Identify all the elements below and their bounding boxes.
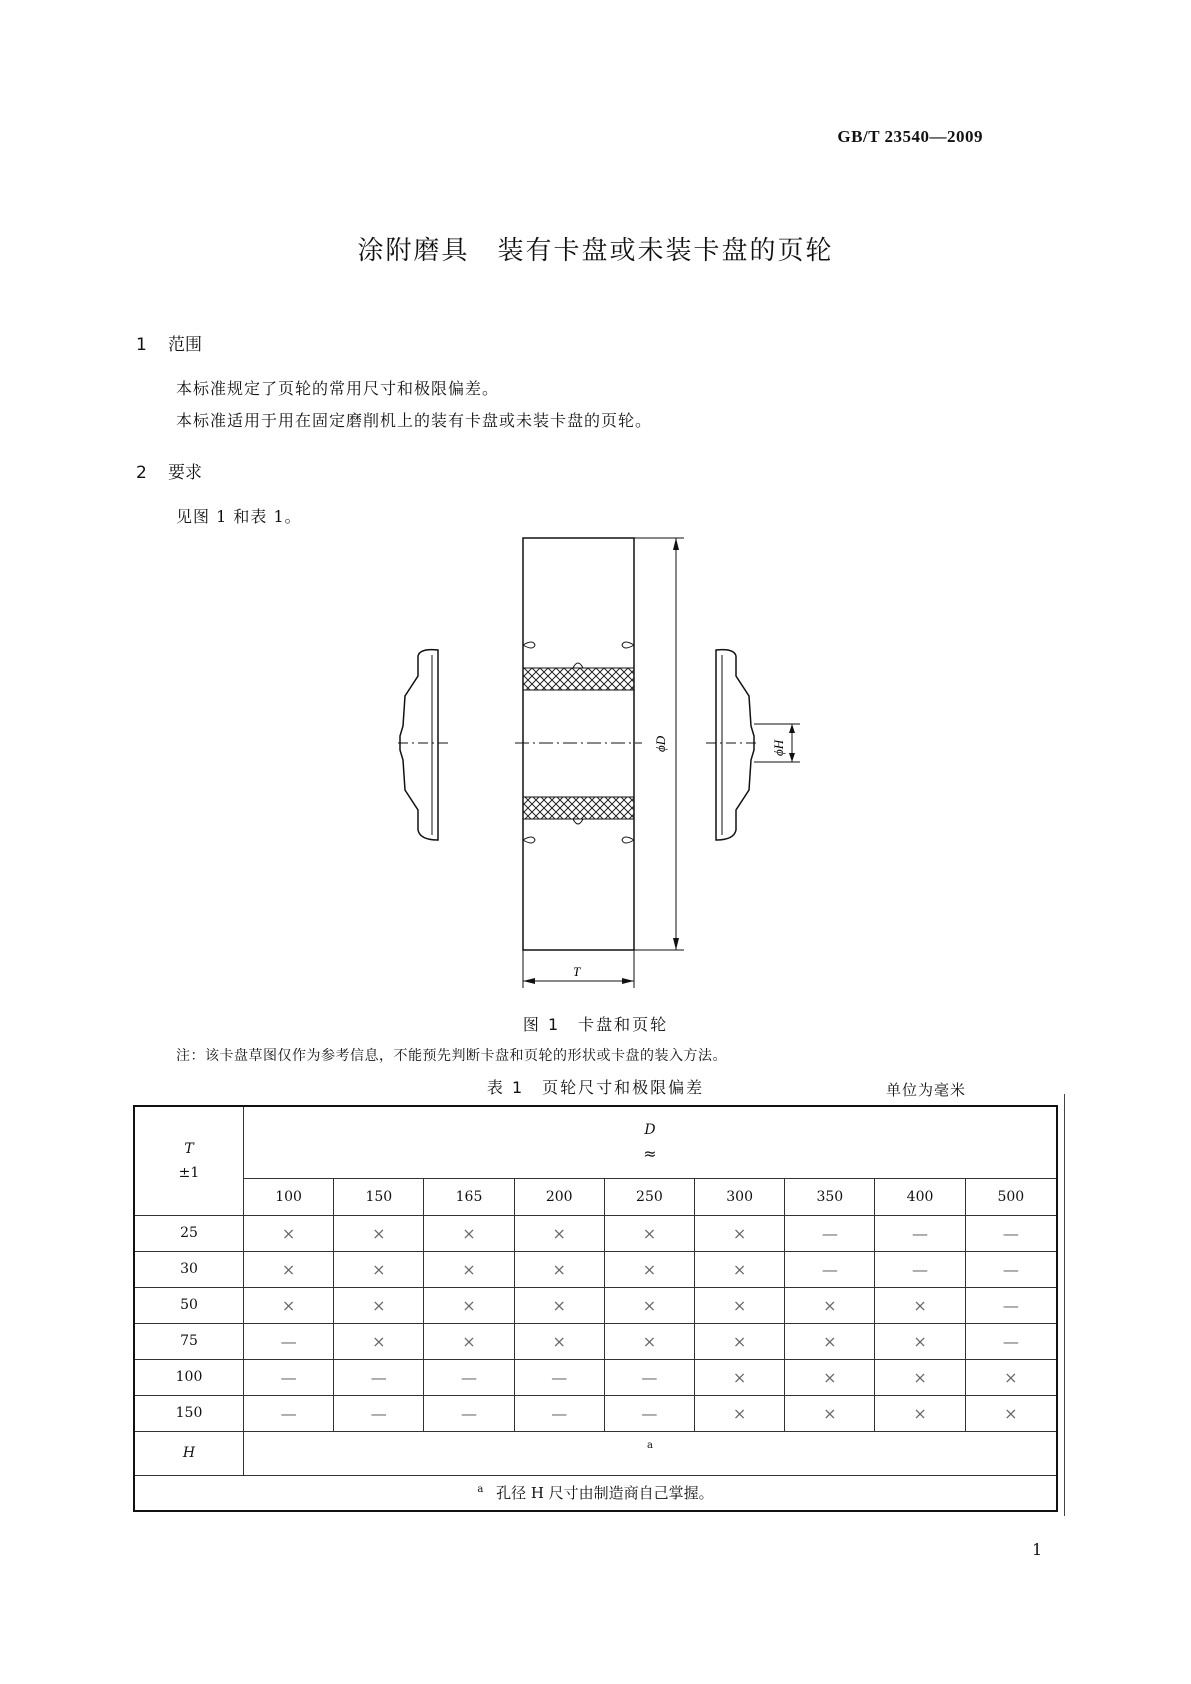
availability-cell: — bbox=[514, 1395, 604, 1431]
t-header-symbol: T bbox=[184, 1140, 194, 1157]
availability-cell: — bbox=[424, 1359, 514, 1395]
footnote-text: 孔径 H 尺寸由制造商自己掌握。 bbox=[496, 1484, 714, 1502]
availability-cell: × bbox=[604, 1287, 694, 1323]
availability-cell: × bbox=[334, 1287, 424, 1323]
t-value: 100 bbox=[134, 1359, 244, 1395]
availability-cell: × bbox=[695, 1251, 785, 1287]
d-value: 250 bbox=[604, 1178, 694, 1215]
page-number: 1 bbox=[1032, 1540, 1043, 1559]
flap-wheel-figure bbox=[380, 530, 820, 990]
availability-cell: × bbox=[875, 1395, 965, 1431]
t-value: 150 bbox=[134, 1395, 244, 1431]
d-value: 165 bbox=[424, 1178, 514, 1215]
availability-cell: × bbox=[604, 1323, 694, 1359]
t-header-cell bbox=[134, 1106, 244, 1215]
table-row bbox=[134, 1323, 1057, 1359]
availability-cell: — bbox=[334, 1395, 424, 1431]
table-body bbox=[134, 1215, 1057, 1431]
wheel-body bbox=[523, 538, 634, 950]
d-value: 100 bbox=[244, 1178, 334, 1215]
availability-cell: × bbox=[875, 1359, 965, 1395]
d-value: 200 bbox=[514, 1178, 604, 1215]
availability-cell: — bbox=[965, 1215, 1057, 1251]
availability-cell: × bbox=[244, 1287, 334, 1323]
d-header-symbol: D bbox=[644, 1121, 656, 1138]
availability-cell: — bbox=[965, 1251, 1057, 1287]
t-value: 75 bbox=[134, 1323, 244, 1359]
availability-cell: — bbox=[514, 1359, 604, 1395]
availability-cell: × bbox=[875, 1287, 965, 1323]
dimension-label-D: ϕD bbox=[653, 735, 668, 752]
availability-cell: × bbox=[424, 1323, 514, 1359]
section-number: 2 bbox=[136, 463, 147, 483]
d-value: 350 bbox=[785, 1178, 875, 1215]
availability-cell: × bbox=[424, 1215, 514, 1251]
hatched-flange-bottom bbox=[523, 797, 634, 819]
h-row bbox=[134, 1431, 1057, 1475]
section-number: 1 bbox=[136, 335, 147, 355]
h-row-value: a bbox=[244, 1431, 1058, 1475]
document-title: 涂附磨具 装有卡盘或未装卡盘的页轮 bbox=[357, 236, 834, 266]
availability-cell: — bbox=[334, 1359, 424, 1395]
d-header-cell bbox=[244, 1106, 1058, 1178]
d-header-approx: ≈ bbox=[643, 1143, 657, 1163]
availability-cell: — bbox=[965, 1287, 1057, 1323]
availability-cell: × bbox=[244, 1215, 334, 1251]
hatched-flange-top bbox=[523, 668, 634, 690]
availability-cell: × bbox=[334, 1215, 424, 1251]
availability-cell: × bbox=[334, 1323, 424, 1359]
availability-cell: — bbox=[604, 1359, 694, 1395]
availability-cell: — bbox=[244, 1395, 334, 1431]
t-value: 25 bbox=[134, 1215, 244, 1251]
availability-cell: × bbox=[514, 1215, 604, 1251]
scope-paragraph-2: 本标准适用于用在固定磨削机上的装有卡盘或未装卡盘的页轮。 bbox=[176, 411, 653, 430]
section-title: 范围 bbox=[168, 335, 202, 355]
d-value: 400 bbox=[875, 1178, 965, 1215]
table-row bbox=[134, 1287, 1057, 1323]
availability-cell: × bbox=[695, 1287, 785, 1323]
availability-cell: × bbox=[424, 1287, 514, 1323]
availability-cell: × bbox=[965, 1395, 1057, 1431]
availability-cell: × bbox=[604, 1251, 694, 1287]
availability-cell: × bbox=[785, 1287, 875, 1323]
availability-cell: — bbox=[875, 1215, 965, 1251]
requirements-paragraph: 见图 1 和表 1。 bbox=[176, 507, 302, 526]
availability-cell: — bbox=[965, 1323, 1057, 1359]
table-row bbox=[134, 1251, 1057, 1287]
table-row bbox=[134, 1395, 1057, 1431]
table-row bbox=[134, 1359, 1057, 1395]
footnote-mark: a bbox=[477, 1484, 484, 1495]
availability-cell: × bbox=[244, 1251, 334, 1287]
scope-paragraph-1: 本标准规定了页轮的常用尺寸和极限偏差。 bbox=[176, 379, 500, 398]
availability-cell: — bbox=[244, 1359, 334, 1395]
availability-cell: × bbox=[785, 1359, 875, 1395]
standard-code: GB/T 23540—2009 bbox=[837, 127, 983, 146]
availability-cell: × bbox=[604, 1215, 694, 1251]
availability-cell: × bbox=[695, 1359, 785, 1395]
availability-cell: × bbox=[514, 1287, 604, 1323]
dimensions-table bbox=[133, 1105, 1058, 1512]
availability-cell: — bbox=[424, 1395, 514, 1431]
table-unit: 单位为毫米 bbox=[885, 1081, 966, 1099]
section-2-heading bbox=[136, 458, 202, 483]
d-value: 500 bbox=[965, 1178, 1057, 1215]
figure-caption: 图 1 卡盘和页轮 bbox=[522, 1015, 669, 1034]
h-row-label: H bbox=[134, 1431, 244, 1475]
availability-cell: × bbox=[695, 1395, 785, 1431]
availability-cell: × bbox=[785, 1323, 875, 1359]
section-title: 要求 bbox=[168, 463, 202, 483]
availability-cell: × bbox=[514, 1251, 604, 1287]
t-value: 50 bbox=[134, 1287, 244, 1323]
footnote-row bbox=[134, 1475, 1057, 1511]
availability-cell: — bbox=[875, 1251, 965, 1287]
section-1-heading bbox=[136, 330, 202, 355]
t-header-tolerance: ±1 bbox=[178, 1164, 200, 1181]
figure-note: 注：该卡盘草图仅作为参考信息，不能预先判断卡盘和页轮的形状或卡盘的装入方法。 bbox=[176, 1048, 727, 1064]
dimension-label-T: T bbox=[573, 964, 581, 979]
availability-cell: — bbox=[785, 1215, 875, 1251]
table-row bbox=[134, 1215, 1057, 1251]
availability-cell: × bbox=[514, 1323, 604, 1359]
t-value: 30 bbox=[134, 1251, 244, 1287]
dimension-label-H: ϕH bbox=[771, 739, 786, 756]
availability-cell: × bbox=[334, 1251, 424, 1287]
availability-cell: × bbox=[695, 1323, 785, 1359]
availability-cell: × bbox=[785, 1395, 875, 1431]
footnote bbox=[134, 1475, 1057, 1511]
availability-cell: — bbox=[244, 1323, 334, 1359]
d-value: 150 bbox=[334, 1178, 424, 1215]
availability-cell: × bbox=[695, 1215, 785, 1251]
availability-cell: × bbox=[965, 1359, 1057, 1395]
d-value: 300 bbox=[695, 1178, 785, 1215]
d-values-row bbox=[134, 1178, 1057, 1215]
availability-cell: — bbox=[604, 1395, 694, 1431]
table-caption: 表 1 页轮尺寸和极限偏差 bbox=[486, 1078, 705, 1097]
availability-cell: — bbox=[785, 1251, 875, 1287]
margin-rule bbox=[1064, 1094, 1065, 1516]
availability-cell: × bbox=[424, 1251, 514, 1287]
availability-cell: × bbox=[875, 1323, 965, 1359]
